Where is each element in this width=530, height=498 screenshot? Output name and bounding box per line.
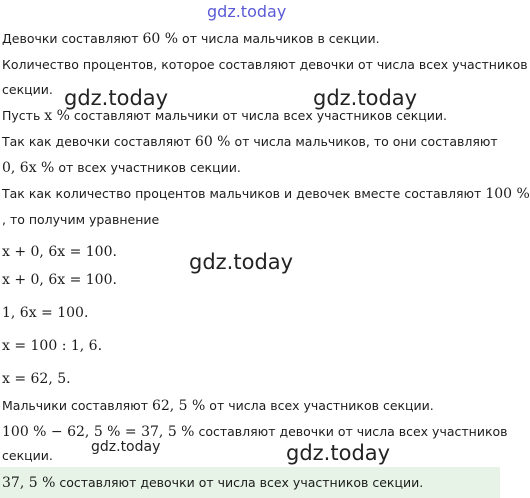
text-line-8: , то получим уравнение [2,212,160,227]
equation-3: 1, 6x = 100. [2,305,89,321]
watermark: gdz.today [286,441,391,465]
text: составляют девочки от числа всех участников [194,424,508,439]
text-line-5 [2,134,498,150]
text: Пусть [2,108,45,123]
math: 60 % [194,134,231,150]
text: составляют мальчики от числа всех участников секции. [69,108,447,123]
text-line-1 [2,31,380,47]
watermark-top: gdz.today [207,2,287,21]
text-line-6 [2,160,241,176]
text: составляют девочки от числа всех участников секции. [55,475,424,490]
math: 62, 5 % [151,398,206,414]
equation-5: x = 62, 5. [2,371,71,387]
math: 37, 5 % [2,475,56,491]
watermark: gdz.today [91,439,161,455]
text-line-10 [2,424,508,440]
watermark: gdz.today [64,86,169,110]
text: от числа мальчиков, то они составляют [230,134,498,149]
text: Так как девочки составляют [2,134,195,149]
equation-2: x + 0, 6x = 100. [2,272,117,288]
text: от всех участников секции. [54,160,241,175]
text-line-7 [2,186,530,202]
text-line-4 [2,108,447,124]
watermark: gdz.today [189,250,294,274]
watermark: gdz.today [313,86,418,110]
text-line-9 [2,398,434,414]
text: Девочки составляют [2,31,143,46]
equation-4: x = 100 : 1, 6. [2,338,103,354]
text: от числа мальчиков в секции. [178,31,380,46]
math: 60 % [142,31,179,47]
text: Так как количество процентов мальчиков и девочек вместе составляют [2,186,486,201]
math: 100 % − 62, 5 % = 37, 5 % [2,424,195,440]
text-line-2: Количество процентов, которое составляют девочки от числа всех участников [2,57,528,72]
text: от числа всех участников секции. [205,398,434,413]
math: x % [44,108,70,124]
text: Мальчики составляют [2,398,152,413]
math: 100 % [485,186,530,202]
equation-1: x + 0, 6x = 100. [2,244,117,260]
text-line-3: секции. [2,82,53,97]
text-line-11: секции. [2,448,53,463]
answer-line [2,475,423,491]
math: 0, 6x % [2,160,55,176]
